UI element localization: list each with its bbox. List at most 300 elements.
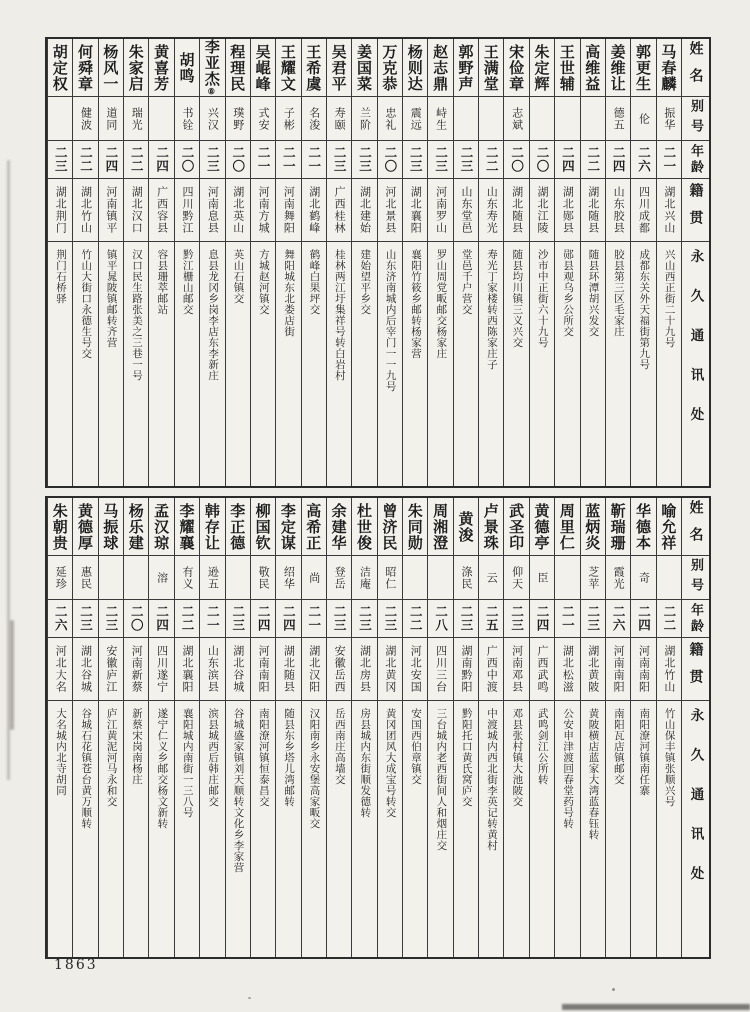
- person-native-place: 湖北荆门: [54, 186, 68, 234]
- person-native-place: 湖北房县: [358, 645, 372, 693]
- person-name: 郭野声: [456, 43, 475, 92]
- person-age-cell: [200, 600, 224, 638]
- person-age-cell: [378, 600, 402, 638]
- person-address-cell: [276, 701, 300, 957]
- person-address: 南阳潦河镇南任寨: [638, 708, 651, 796]
- person-native-place: 广西中渡: [485, 645, 499, 693]
- person-alias: 兰阶: [358, 106, 372, 131]
- person-native-place: 河南新蔡: [130, 645, 144, 693]
- person-name-cell: [657, 498, 681, 556]
- person-name-cell: [378, 39, 402, 97]
- person-name: 王满堂: [481, 43, 500, 92]
- person-native-place: 四川黔江: [180, 186, 194, 234]
- person-alias: 道同: [104, 106, 118, 131]
- person-age-cell: [479, 600, 503, 638]
- person-name-cell: [200, 39, 224, 97]
- person-age: 二一: [661, 146, 677, 173]
- person-name-cell: [251, 39, 275, 97]
- person-column: [72, 498, 97, 957]
- person-age: 二三: [509, 605, 525, 632]
- person-column: [326, 498, 351, 957]
- person-alias-cell: [276, 556, 300, 600]
- person-native-place-cell: [631, 179, 655, 242]
- person-native-place-cell: [403, 638, 427, 701]
- person-native-place: 四川三台: [434, 645, 448, 693]
- person-name-cell: [479, 39, 503, 97]
- person-age-cell: [276, 141, 300, 179]
- person-name: 胡鸣: [177, 51, 196, 84]
- person-name-cell: [479, 498, 503, 556]
- person-name-cell: [631, 498, 655, 556]
- person-name-cell: [149, 39, 173, 97]
- person-native-place: 湖北随县: [586, 186, 600, 234]
- person-alias: 洁庵: [358, 565, 372, 590]
- person-alias-cell: [657, 97, 681, 141]
- person-name-cell: [581, 39, 605, 97]
- person-alias: 有义: [180, 565, 194, 590]
- person-alias-cell: [327, 556, 351, 600]
- person-name: 王希虞: [304, 43, 323, 92]
- person-native-place-cell: [657, 179, 681, 242]
- person-native-place: 河北大名: [54, 645, 68, 693]
- person-name: 姜维让: [608, 43, 627, 92]
- person-native-place: 湖北兴山: [662, 186, 676, 234]
- person-column: [580, 498, 605, 957]
- person-age-cell: [454, 600, 478, 638]
- people-columns: [47, 498, 681, 957]
- person-age-cell: [99, 600, 123, 638]
- person-native-place: 湖北汉阳: [307, 645, 321, 693]
- person-name-cell: [276, 498, 300, 556]
- person-native-place: 湖北松滋: [561, 645, 575, 693]
- person-name-cell: [226, 39, 250, 97]
- person-name: 杨风一: [101, 43, 120, 92]
- person-alias-cell: [504, 97, 528, 141]
- person-name: 郭更生: [633, 43, 652, 92]
- person-name: 王世辅: [557, 43, 576, 92]
- person-name: 柳国钦: [253, 502, 272, 551]
- person-name-cell: [73, 39, 97, 97]
- person-age: 二三: [458, 146, 474, 173]
- person-native-place-cell: [378, 638, 402, 701]
- person-alias: 式安: [257, 106, 271, 131]
- person-name: 曾济民: [380, 502, 399, 551]
- person-age: 二二: [129, 146, 145, 173]
- person-name: 李正德: [228, 502, 247, 551]
- person-address: 谷城石花镇苍台黄万顺转: [80, 708, 93, 829]
- person-alias-cell: [175, 556, 199, 600]
- person-address-cell: [555, 701, 579, 957]
- person-name: 宋俭章: [507, 43, 526, 92]
- person-address: 鹤峰白果坪交: [308, 249, 321, 315]
- person-address-cell: [226, 701, 250, 957]
- person-address-cell: [378, 701, 402, 957]
- person-name: 朱家启: [126, 43, 145, 92]
- person-native-place-cell: [428, 638, 452, 701]
- person-alias: 兴汉: [206, 106, 220, 131]
- person-alias: 忠礼: [383, 106, 397, 131]
- person-alias-cell: [276, 97, 300, 141]
- person-name: 周里仁: [557, 502, 576, 551]
- person-native-place: 山东寿光: [485, 186, 499, 234]
- person-column: [301, 39, 326, 486]
- person-name-cell: [403, 498, 427, 556]
- person-age-cell: [403, 600, 427, 638]
- person-age-cell: [631, 141, 655, 179]
- person-native-place: 湖北鹤峰: [307, 186, 321, 234]
- person-name-cell: [226, 498, 250, 556]
- person-age: 二三: [103, 605, 119, 632]
- person-age-cell: [606, 141, 630, 179]
- person-age-cell: [428, 600, 452, 638]
- person-native-place-cell: [581, 179, 605, 242]
- person-age-cell: [200, 141, 224, 179]
- person-column: [453, 498, 478, 957]
- person-name: 朱定辉: [532, 43, 551, 92]
- person-age: 二二: [408, 605, 424, 632]
- header-alias-label: 别号: [688, 98, 703, 139]
- person-native-place-cell: [454, 179, 478, 242]
- person-address: 方城赵河镇交: [257, 249, 270, 315]
- person-address-cell: [631, 242, 655, 486]
- person-age: 二三: [382, 605, 398, 632]
- person-alias: 子彬: [282, 106, 296, 131]
- person-native-place-cell: [302, 638, 326, 701]
- person-alias: 敬民: [257, 565, 271, 590]
- person-alias: 瑞光: [130, 106, 144, 131]
- person-native-place-cell: [200, 638, 224, 701]
- person-age-cell: [226, 600, 250, 638]
- person-alias-cell: [479, 97, 503, 141]
- person-address-cell: [530, 242, 554, 486]
- person-alias-cell: [251, 556, 275, 600]
- person-address: 遂宁仁义乡邮交杨文新转: [156, 708, 169, 829]
- person-age: 二四: [611, 146, 627, 173]
- person-age: 二四: [256, 605, 272, 632]
- person-name-cell: [124, 498, 148, 556]
- person-alias-cell: [454, 556, 478, 600]
- person-alias-cell: [251, 97, 275, 141]
- person-age-cell: [555, 141, 579, 179]
- person-alias-cell: [581, 556, 605, 600]
- person-name-cell: [657, 39, 681, 97]
- person-native-place-cell: [48, 179, 72, 242]
- person-alias-cell: [99, 556, 123, 600]
- person-address: 容县珊萃邮站: [156, 249, 169, 315]
- person-age-cell: [606, 600, 630, 638]
- person-native-place: 湖北黄冈: [383, 645, 397, 693]
- person-alias-cell: [226, 97, 250, 141]
- person-native-place-cell: [276, 638, 300, 701]
- person-name: 朱同勋: [405, 502, 424, 551]
- person-address: 滨县城西后韩庄邮交: [207, 708, 220, 807]
- person-column: [250, 39, 275, 486]
- person-name: 程理民: [228, 43, 247, 92]
- person-age-cell: [251, 141, 275, 179]
- person-age-cell: [73, 600, 97, 638]
- person-address-cell: [48, 242, 72, 486]
- person-name: 高希正: [304, 502, 323, 551]
- person-native-place: 安徽庐江: [104, 645, 118, 693]
- person-native-place: 河北安国: [409, 645, 423, 693]
- person-alias-cell: [530, 97, 554, 141]
- person-name-cell: [352, 498, 376, 556]
- person-name: 胡定权: [50, 43, 69, 92]
- person-address-cell: [276, 242, 300, 486]
- person-age: 二〇: [535, 146, 551, 173]
- person-native-place-cell: [327, 179, 351, 242]
- person-name: 黄德亭: [532, 502, 551, 551]
- person-alias: 名浚: [307, 106, 321, 131]
- person-column: [98, 498, 123, 957]
- person-column: [580, 39, 605, 486]
- person-alias-cell: [352, 556, 376, 600]
- person-age: 二三: [53, 146, 69, 173]
- person-address: 随县东乡塔儿湾邮转: [283, 708, 296, 807]
- person-name-cell: [99, 39, 123, 97]
- person-native-place: 广西武鸣: [536, 645, 550, 693]
- person-alias-cell: [124, 556, 148, 600]
- person-native-place: 河南南阳: [637, 645, 651, 693]
- person-alias-cell: [479, 556, 503, 600]
- person-native-place-cell: [428, 179, 452, 242]
- person-alias-cell: [73, 556, 97, 600]
- person-native-place: 湖北随县: [282, 645, 296, 693]
- name-annotation-mark: ⑧: [206, 87, 217, 96]
- person-age-cell: [352, 600, 376, 638]
- person-name: 杨乐建: [126, 502, 145, 551]
- person-name-cell: [555, 498, 579, 556]
- person-age: 二六: [636, 146, 652, 173]
- person-address: 大名城内北寺胡同: [54, 708, 67, 796]
- person-address: 襄阳城内南街一三八号: [181, 708, 194, 818]
- person-name-cell: [175, 498, 199, 556]
- header-address-label: 永久通讯处: [687, 708, 704, 906]
- person-alias-cell: [200, 556, 224, 600]
- header-native-place: [682, 179, 709, 242]
- person-name-cell: [454, 39, 478, 97]
- person-age: 二一: [205, 605, 221, 632]
- person-name-cell: [99, 498, 123, 556]
- person-column: [326, 39, 351, 486]
- person-column: [47, 498, 72, 957]
- person-age: 二一: [281, 146, 297, 173]
- person-alias: 涤民: [459, 565, 473, 590]
- person-name: 武圣印: [507, 502, 526, 551]
- person-address: 黔江栅山邮交: [181, 249, 194, 315]
- person-column: [98, 39, 123, 486]
- person-alias-cell: [403, 556, 427, 600]
- person-age: 二二: [78, 146, 94, 173]
- person-age: 二四: [636, 605, 652, 632]
- person-alias: 震远: [409, 106, 423, 131]
- person-name: 喻允祥: [659, 502, 678, 551]
- header-name-label: 姓名: [687, 40, 704, 95]
- person-alias: 峙生: [434, 106, 448, 131]
- person-column: [554, 498, 579, 957]
- person-age-cell: [175, 141, 199, 179]
- person-age-cell: [327, 600, 351, 638]
- person-age: 二〇: [509, 146, 525, 173]
- person-column: [503, 39, 528, 486]
- person-native-place-cell: [657, 638, 681, 701]
- person-address-cell: [530, 701, 554, 957]
- person-native-place-cell: [149, 179, 173, 242]
- person-name-cell: [352, 39, 376, 97]
- person-name-cell: [124, 39, 148, 97]
- person-alias-cell: [657, 556, 681, 600]
- header-alias-label: 别号: [688, 557, 703, 598]
- person-name-cell: [454, 498, 478, 556]
- person-name-cell: [504, 39, 528, 97]
- person-alias: 振华: [662, 106, 676, 131]
- person-alias-cell: [581, 97, 605, 141]
- person-native-place: 湖北竹山: [79, 186, 93, 234]
- person-column: [656, 39, 681, 486]
- person-address-cell: [657, 242, 681, 486]
- person-column: [427, 39, 452, 486]
- person-name-cell: [530, 39, 554, 97]
- person-age-cell: [124, 141, 148, 179]
- person-native-place: 河南息县: [206, 186, 220, 234]
- person-alias: 云: [485, 571, 499, 584]
- person-column: [174, 498, 199, 957]
- header-native-place-label: 籍贯: [687, 183, 704, 237]
- person-address-cell: [251, 242, 275, 486]
- person-native-place: 湖南黔阳: [459, 645, 473, 693]
- person-alias-cell: [149, 97, 173, 141]
- person-alias-cell: [555, 556, 579, 600]
- person-name-cell: [581, 498, 605, 556]
- person-address-cell: [327, 242, 351, 486]
- person-alias-cell: [302, 556, 326, 600]
- person-column: [630, 498, 655, 957]
- person-native-place: 山东胶县: [612, 186, 626, 234]
- person-native-place: 湖北江陵: [536, 186, 550, 234]
- person-alias-cell: [99, 97, 123, 141]
- person-native-place-cell: [200, 179, 224, 242]
- person-age: 二〇: [230, 146, 246, 173]
- person-name: 王耀文: [278, 43, 297, 92]
- person-column: [529, 498, 554, 957]
- person-native-place-cell: [226, 638, 250, 701]
- person-address: 黔阳托口黄氏窝庐交: [460, 708, 473, 807]
- person-address: 舞阳城东北娄店街: [283, 249, 296, 337]
- person-alias: 尚: [307, 571, 321, 584]
- person-native-place-cell: [352, 638, 376, 701]
- person-age-cell: [302, 600, 326, 638]
- person-alias-cell: [606, 97, 630, 141]
- person-column: [250, 498, 275, 957]
- person-age: 二三: [585, 605, 601, 632]
- scan-artifact: [612, 988, 615, 991]
- person-age: 二二: [179, 605, 195, 632]
- person-alias-cell: [48, 97, 72, 141]
- page-number: 1863: [54, 957, 98, 973]
- header-native-place-label: 籍贯: [687, 642, 704, 696]
- person-address-cell: [479, 701, 503, 957]
- person-age: 二三: [205, 146, 221, 173]
- person-native-place-cell: [378, 179, 402, 242]
- header-address-label: 永久通讯处: [687, 249, 704, 447]
- person-native-place-cell: [530, 638, 554, 701]
- person-column: [123, 498, 148, 957]
- header-age-label: 年龄: [688, 143, 703, 176]
- person-address: 邓县张村镇大池陂交: [511, 708, 524, 807]
- person-column: [453, 39, 478, 486]
- person-age: 二一: [560, 605, 576, 632]
- person-name-cell: [606, 498, 630, 556]
- person-name: 赵志鼎: [431, 43, 450, 92]
- person-alias: 奇: [637, 571, 651, 584]
- person-column: [225, 39, 250, 486]
- person-address-cell: [149, 701, 173, 957]
- person-name: 吴崐峰: [253, 43, 272, 92]
- person-address-cell: [73, 701, 97, 957]
- person-alias: 绍华: [282, 565, 296, 590]
- person-alias: 寿颐: [333, 106, 347, 131]
- person-alias-cell: [555, 97, 579, 141]
- person-address: 随县环潭胡兴发交: [587, 249, 600, 337]
- person-column: [351, 39, 376, 486]
- person-age-cell: [581, 141, 605, 179]
- person-native-place-cell: [403, 179, 427, 242]
- person-name: 姜国菜: [355, 43, 373, 92]
- person-name: 韩存让: [202, 502, 221, 551]
- person-age-cell: [99, 141, 123, 179]
- person-native-place: 河南南阳: [257, 645, 271, 693]
- person-address-cell: [555, 242, 579, 486]
- person-address-cell: [657, 701, 681, 957]
- person-alias: 昭仁: [383, 565, 397, 590]
- person-column: [402, 498, 427, 957]
- person-address: 南阳潦河镇恒泰昌交: [257, 708, 270, 807]
- person-address-cell: [352, 701, 376, 957]
- person-native-place-cell: [327, 638, 351, 701]
- person-address-cell: [175, 242, 199, 486]
- person-column: [605, 498, 630, 957]
- person-age-cell: [378, 141, 402, 179]
- person-age-cell: [149, 600, 173, 638]
- person-address: 桂林两江圩集祥号转白岩村: [333, 249, 346, 381]
- person-address: 竹山保丰镇张顺兴号: [663, 708, 676, 807]
- person-address: 中渡城内西北街李英记转黄村: [486, 708, 499, 851]
- person-address-cell: [302, 242, 326, 486]
- person-age-cell: [352, 141, 376, 179]
- person-alias-cell: [428, 97, 452, 141]
- person-name-cell: [378, 498, 402, 556]
- person-address-cell: [504, 242, 528, 486]
- person-alias-cell: [149, 556, 173, 600]
- person-native-place: 山东滨县: [206, 645, 220, 693]
- person-address: 新蔡宋岗南杨庄: [131, 708, 144, 785]
- person-native-place: 湖北郧县: [561, 186, 575, 234]
- person-native-place-cell: [175, 638, 199, 701]
- person-native-place: 河南南阳: [612, 645, 626, 693]
- person-native-place-cell: [302, 179, 326, 242]
- person-native-place: 湖北建始: [358, 186, 372, 234]
- person-native-place-cell: [530, 179, 554, 242]
- person-address: 郧县观乌乡公所交: [562, 249, 575, 337]
- person-native-place-cell: [606, 179, 630, 242]
- person-address-cell: [327, 701, 351, 957]
- person-address: 英山石镇交: [232, 249, 245, 304]
- person-native-place-cell: [226, 179, 250, 242]
- person-address: 建始望平乡交: [359, 249, 372, 315]
- person-column: [478, 498, 503, 957]
- person-address-cell: [124, 701, 148, 957]
- person-address: 沙市中正街六十九号: [536, 249, 549, 348]
